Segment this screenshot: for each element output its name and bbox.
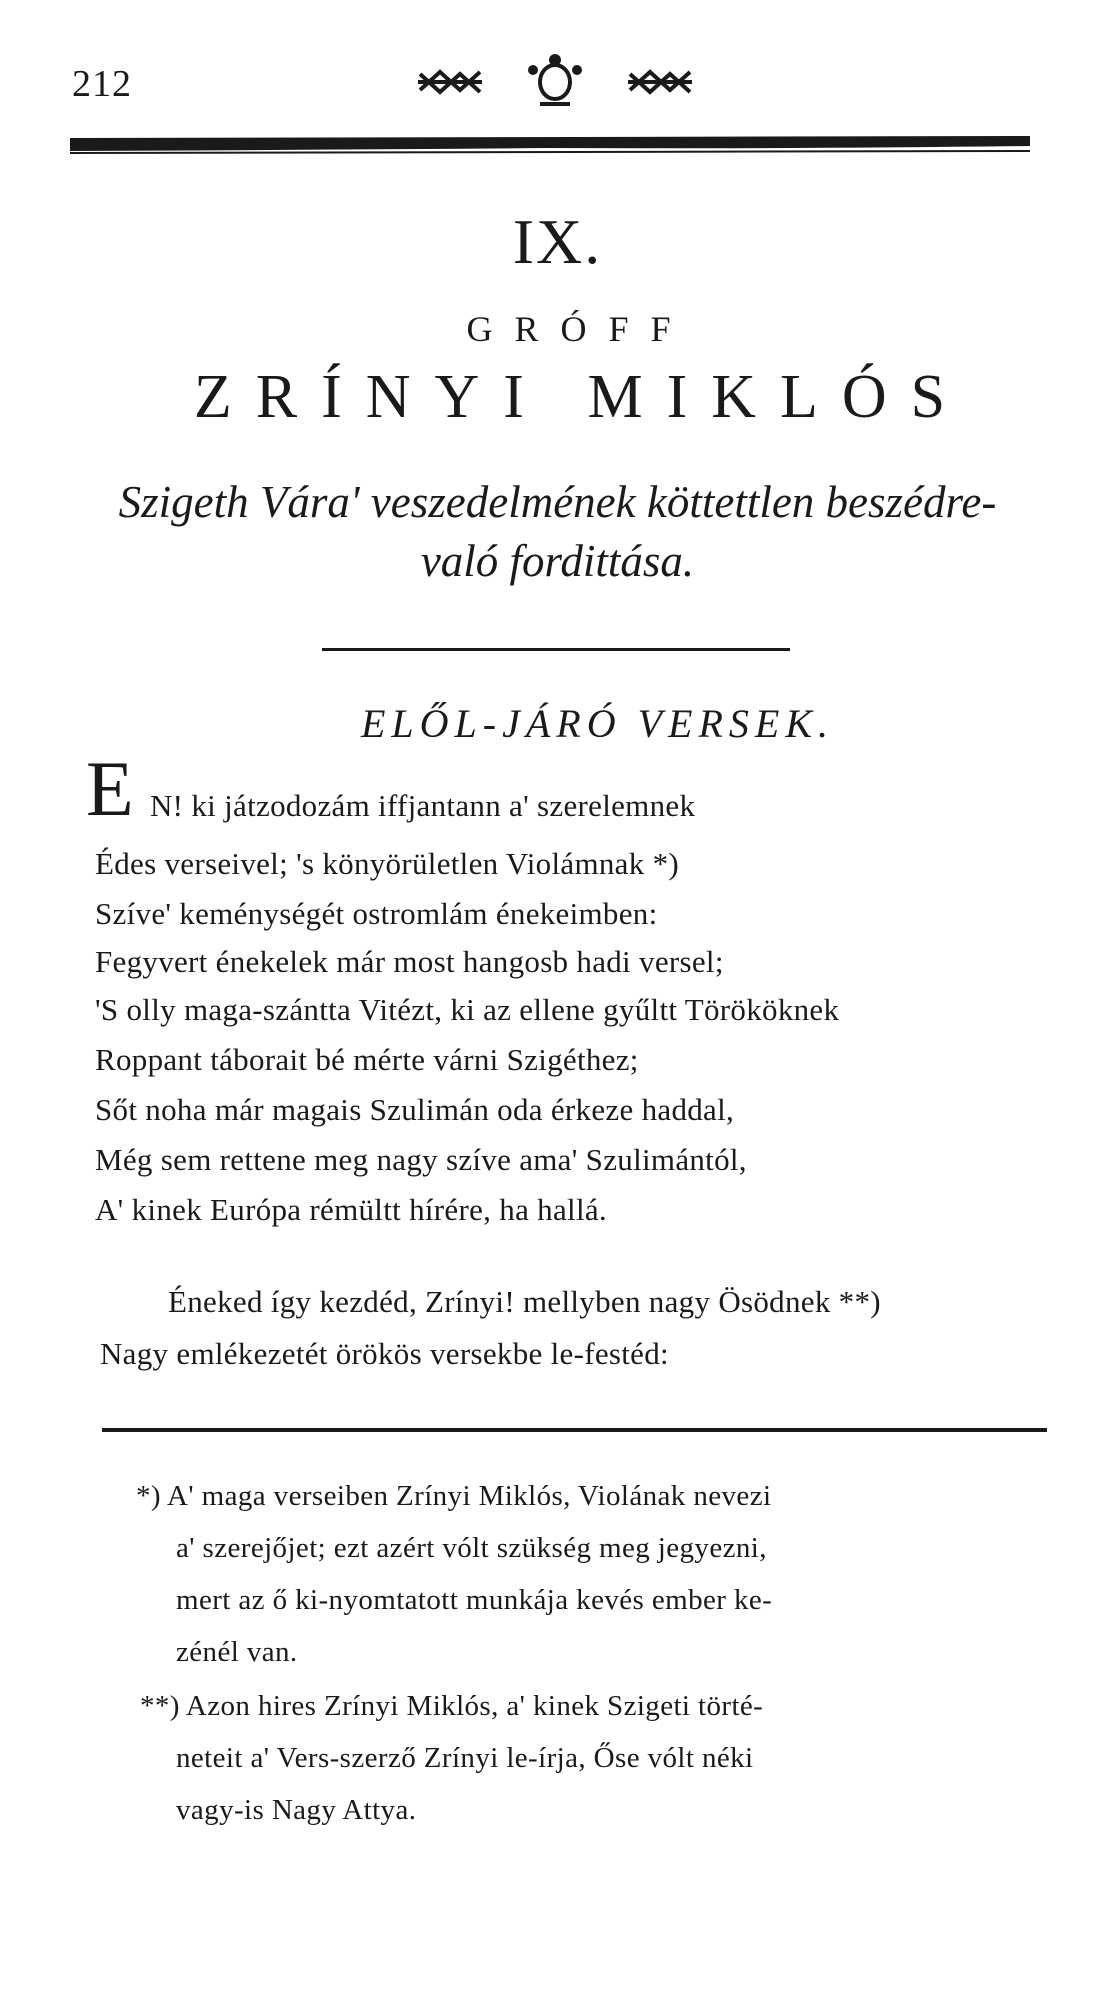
verse-line: N! ki játzodozám iffjantann a' szerelemnek (150, 788, 696, 823)
title-rank: GRÓFF (466, 309, 693, 349)
verse-line: Sőt noha már magais Szulimán oda érkeze haddal, (95, 1092, 735, 1127)
right-ornament-icon (628, 72, 692, 92)
footnote-line: neteit a' Vers-szerző Zrínyi le-írja, Őse vólt néki (176, 1742, 754, 1774)
left-ornament-icon (418, 72, 482, 92)
subtitle-line: való fordittása. (420, 536, 695, 586)
footnote-divider (102, 1428, 1047, 1432)
chapter-number: IX. (512, 206, 603, 277)
section-divider (322, 648, 790, 651)
paragraph-line: Éneked így kezdéd, Zrínyi! mellyben nagy Ösödnek **) (168, 1284, 881, 1319)
subtitle-line: Szigeth Vára' veszedelmének köttettlen beszédre- (118, 477, 997, 527)
verse-line: Szíve' keménységét ostromlám énekeimben: (95, 896, 658, 931)
drop-cap: E (86, 745, 134, 832)
footnote-line: *) A' maga verseiben Zrínyi Miklós, Violának nevezi (136, 1480, 772, 1512)
page-number: 212 (72, 63, 132, 105)
footnote-line: mert az ő ki-nyomtatott munkája kevés ember ke- (176, 1584, 773, 1616)
footnote-line: **) Azon hires Zrínyi Miklós, a' kinek Szigeti törté- (140, 1690, 764, 1722)
verse-line: Még sem rettene meg nagy szíve ama' Szulimántól, (95, 1142, 747, 1177)
footnote-line: a' szerejőjet; ezt azért vólt szükség meg jegyezni, (176, 1532, 767, 1564)
paragraph-line: Nagy emlékezetét örökös versekbe le-festéd: (100, 1336, 669, 1371)
title-name: ZRÍNYI MIKLÓS (193, 363, 970, 431)
verse-line: Fegyvert énekelek már most hangosb hadi versel; (95, 944, 724, 979)
verse-line: Édes verseivel; 's könyörületlen Violámnak *) (95, 846, 679, 881)
footnote-line: zénél van. (176, 1636, 298, 1668)
footnote-line: vagy-is Nagy Attya. (176, 1794, 417, 1826)
verse-line: A' kinek Európa rémültt hírére, ha hallá. (95, 1192, 607, 1227)
verse-line: 'S olly maga-szántta Vitézt, ki az ellene gyűltt Törököknek (95, 992, 840, 1027)
header-ornament (410, 52, 700, 112)
verse-line: Roppant táborait bé mérte várni Szigéthez; (95, 1042, 639, 1077)
center-crown-icon (530, 56, 580, 104)
section-heading: ELŐL-JÁRÓ VERSEK. (360, 701, 835, 746)
header-rule (70, 136, 1030, 154)
